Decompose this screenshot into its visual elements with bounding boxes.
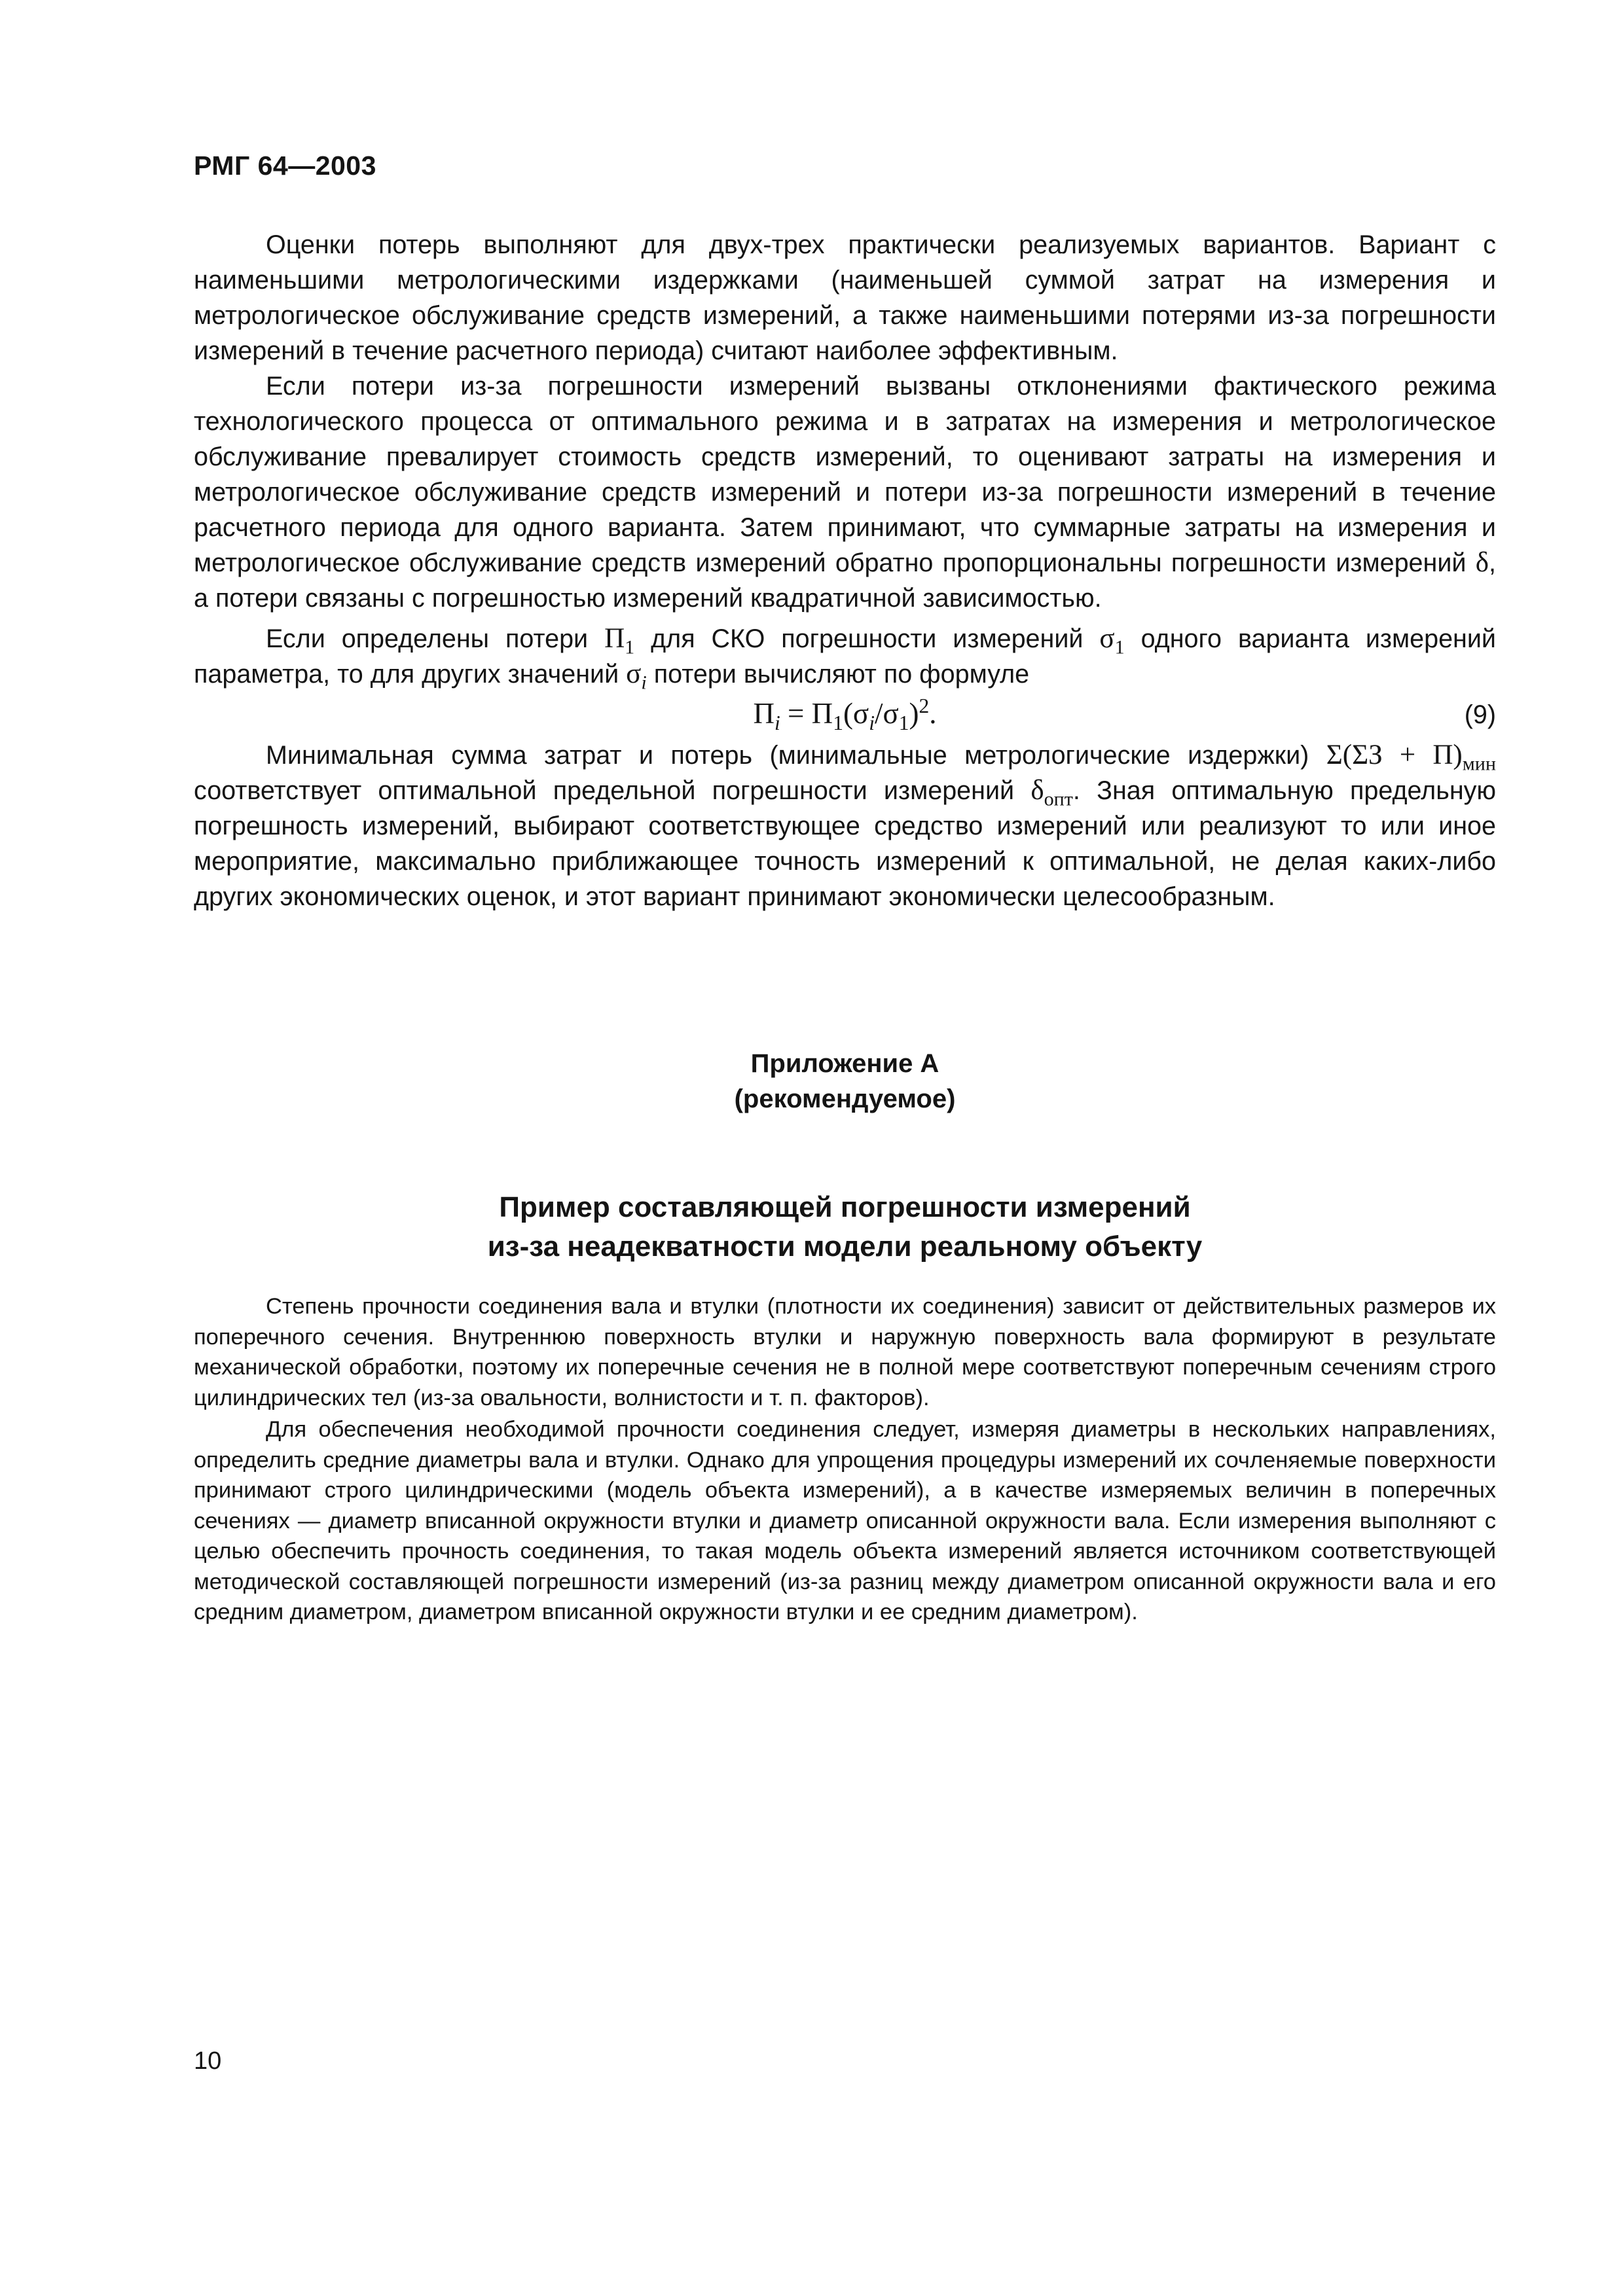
min-cost-expression-main: Σ(ΣЗ + П)	[1326, 740, 1463, 770]
paragraph-2-text: Если потери из-за погрешности измерений вызваны отклонениями фактического режима технологического процесса от оптимального режима и в затратах на измерения и метрологическое обслуживание превалирует стоимость средств измерений, то оценивают затраты на измерения и метрологическое обслуживание средств измерений и потери из-за погрешности измерений в течение расчетного периода для одного варианта. Затем принимают, что суммарные затраты на измерения и метрологическое обслуживание средств измерений обратно пропорциональны погрешности измерений	[194, 372, 1496, 577]
paragraph-3-part-b: для СКО погрешности измерений	[651, 624, 1084, 653]
formula-rhs-sub1: 1	[833, 711, 843, 734]
paragraph-4	[194, 738, 1496, 914]
paragraph-1: Оценки потерь выполняют для двух-трех практически реализуемых вариантов. Вариант с наименьшими метрологическими издержками (наименьшей суммой затрат на измерения и метрологическое обслуживание средств измерений, а также наименьшими потерями из-за погрешности измерений в течение расчетного периода) считают наиболее эффективным.	[194, 230, 1496, 365]
paragraph-3-part-a: Если определены потери	[266, 624, 589, 653]
section-heading	[194, 1188, 1496, 1266]
formula-rhs-d: )	[909, 697, 919, 730]
sigma-letter: σ	[1099, 623, 1115, 654]
paragraph-2-end: , а потери связаны с погрешностью измерений квадратичной зависимостью.	[194, 548, 1496, 613]
formula-rhs-b: (σ	[843, 697, 869, 730]
appendix-text-block	[194, 1291, 1496, 1628]
paragraph-4-part-a: Минимальная сумма затрат и потерь (минимальные метрологические издержки)	[266, 741, 1309, 770]
main-text-block	[194, 227, 1496, 914]
formula-rhs-e: .	[929, 697, 937, 730]
delta-symbol: δ	[1475, 547, 1489, 578]
formula-rhs-c: /σ	[874, 697, 899, 730]
appendix-subtitle: (рекомендуемое)	[734, 1085, 956, 1113]
appendix-title: Приложение А	[750, 1049, 939, 1078]
min-cost-expression-sub: мин	[1462, 752, 1496, 775]
document-code-header: РМГ 64—2003	[194, 151, 376, 181]
sigma-symbol	[1099, 623, 1125, 658]
appendix-paragraph-2: Для обеспечения необходимой прочности соединения следует, измеряя диаметры в нескольких направлениях, определить средние диаметры вала и втулки. Однако для упрощения процедуры измерений их сочленяемые поверхности принимают строго цилиндрическими (модель объекта измерений), а в качестве измеряемых величин в поперечных сечениях — диаметр вписанной окружности втулки и диаметр описанной окружности вала. Если измерения выполняют с целью обеспечить прочность соединения, то такая модель объекта измерений является источником соответствующей методической составляющей погрешности измерений (из-за разниц между диаметром описанной окружности вала и его средним диаметром, диаметром вписанной окружности втулки и ее средним диаметром).	[194, 1417, 1496, 1624]
paragraph-3-part-d: потери вычисляют по формуле	[653, 660, 1030, 689]
formula-9	[194, 694, 1496, 734]
paragraph-2	[194, 368, 1496, 616]
loss-symbol-sub: 1	[625, 636, 635, 658]
sigma-i-sub: i	[641, 671, 647, 694]
formula-rhs-a: = П	[780, 697, 833, 730]
page-number: 10	[194, 2047, 222, 2075]
min-cost-expression	[1326, 740, 1496, 775]
formula-number: (9)	[1464, 700, 1496, 729]
sigma-i-symbol	[626, 658, 647, 694]
formula-rhs-sub2: i	[869, 711, 875, 734]
formula-rhs-sup: 2	[919, 694, 930, 717]
paragraph-3	[194, 621, 1496, 692]
formula-row	[194, 696, 1496, 735]
paragraph-3-part-c: одного варианта измерений параметра, то для других значений	[194, 624, 1496, 689]
sigma-i-letter: σ	[626, 658, 642, 689]
loss-symbol	[604, 623, 635, 658]
formula-lhs-sub: i	[775, 711, 780, 734]
paragraph-4-part-c: . Зная оптимальную предельную погрешность измерений, выбирают соответствующее средство измерений или реализуют то или иное мероприятие, максимально приближающее точность измерений к оптимальной, не делая каких-либо других экономических оценок, и этот вариант принимают экономически целесообразным.	[194, 776, 1497, 911]
formula-rhs-sub3: 1	[898, 711, 909, 734]
section-title-line-1: Пример составляющей погрешности измерений	[499, 1191, 1191, 1223]
delta-opt-letter: δ	[1030, 775, 1044, 806]
loss-symbol-letter: П	[604, 623, 625, 654]
appendix-paragraph-1: Степень прочности соединения вала и втулки (плотности их соединения) зависит от действительных размеров их поперечного сечения. Внутреннюю поверхность втулки и наружную поверхность вала формируют в результате механической обработки, поэтому их поперечные сечения не в полной мере соответствуют поперечным сечениям строго цилиндрических тел (из-за овальности, волнистости и т. п. факторов).	[194, 1294, 1496, 1410]
appendix-heading	[194, 1046, 1496, 1117]
formula-lhs: П	[753, 697, 775, 730]
section-title-line-2: из-за неадекватности модели реальному объекту	[487, 1230, 1203, 1263]
paragraph-4-part-b: соответствует оптимальной предельной погрешности измерений	[194, 776, 1015, 805]
sigma-sub: 1	[1114, 636, 1125, 658]
delta-opt-sub: опт	[1044, 787, 1073, 810]
delta-opt-symbol	[1030, 775, 1073, 810]
